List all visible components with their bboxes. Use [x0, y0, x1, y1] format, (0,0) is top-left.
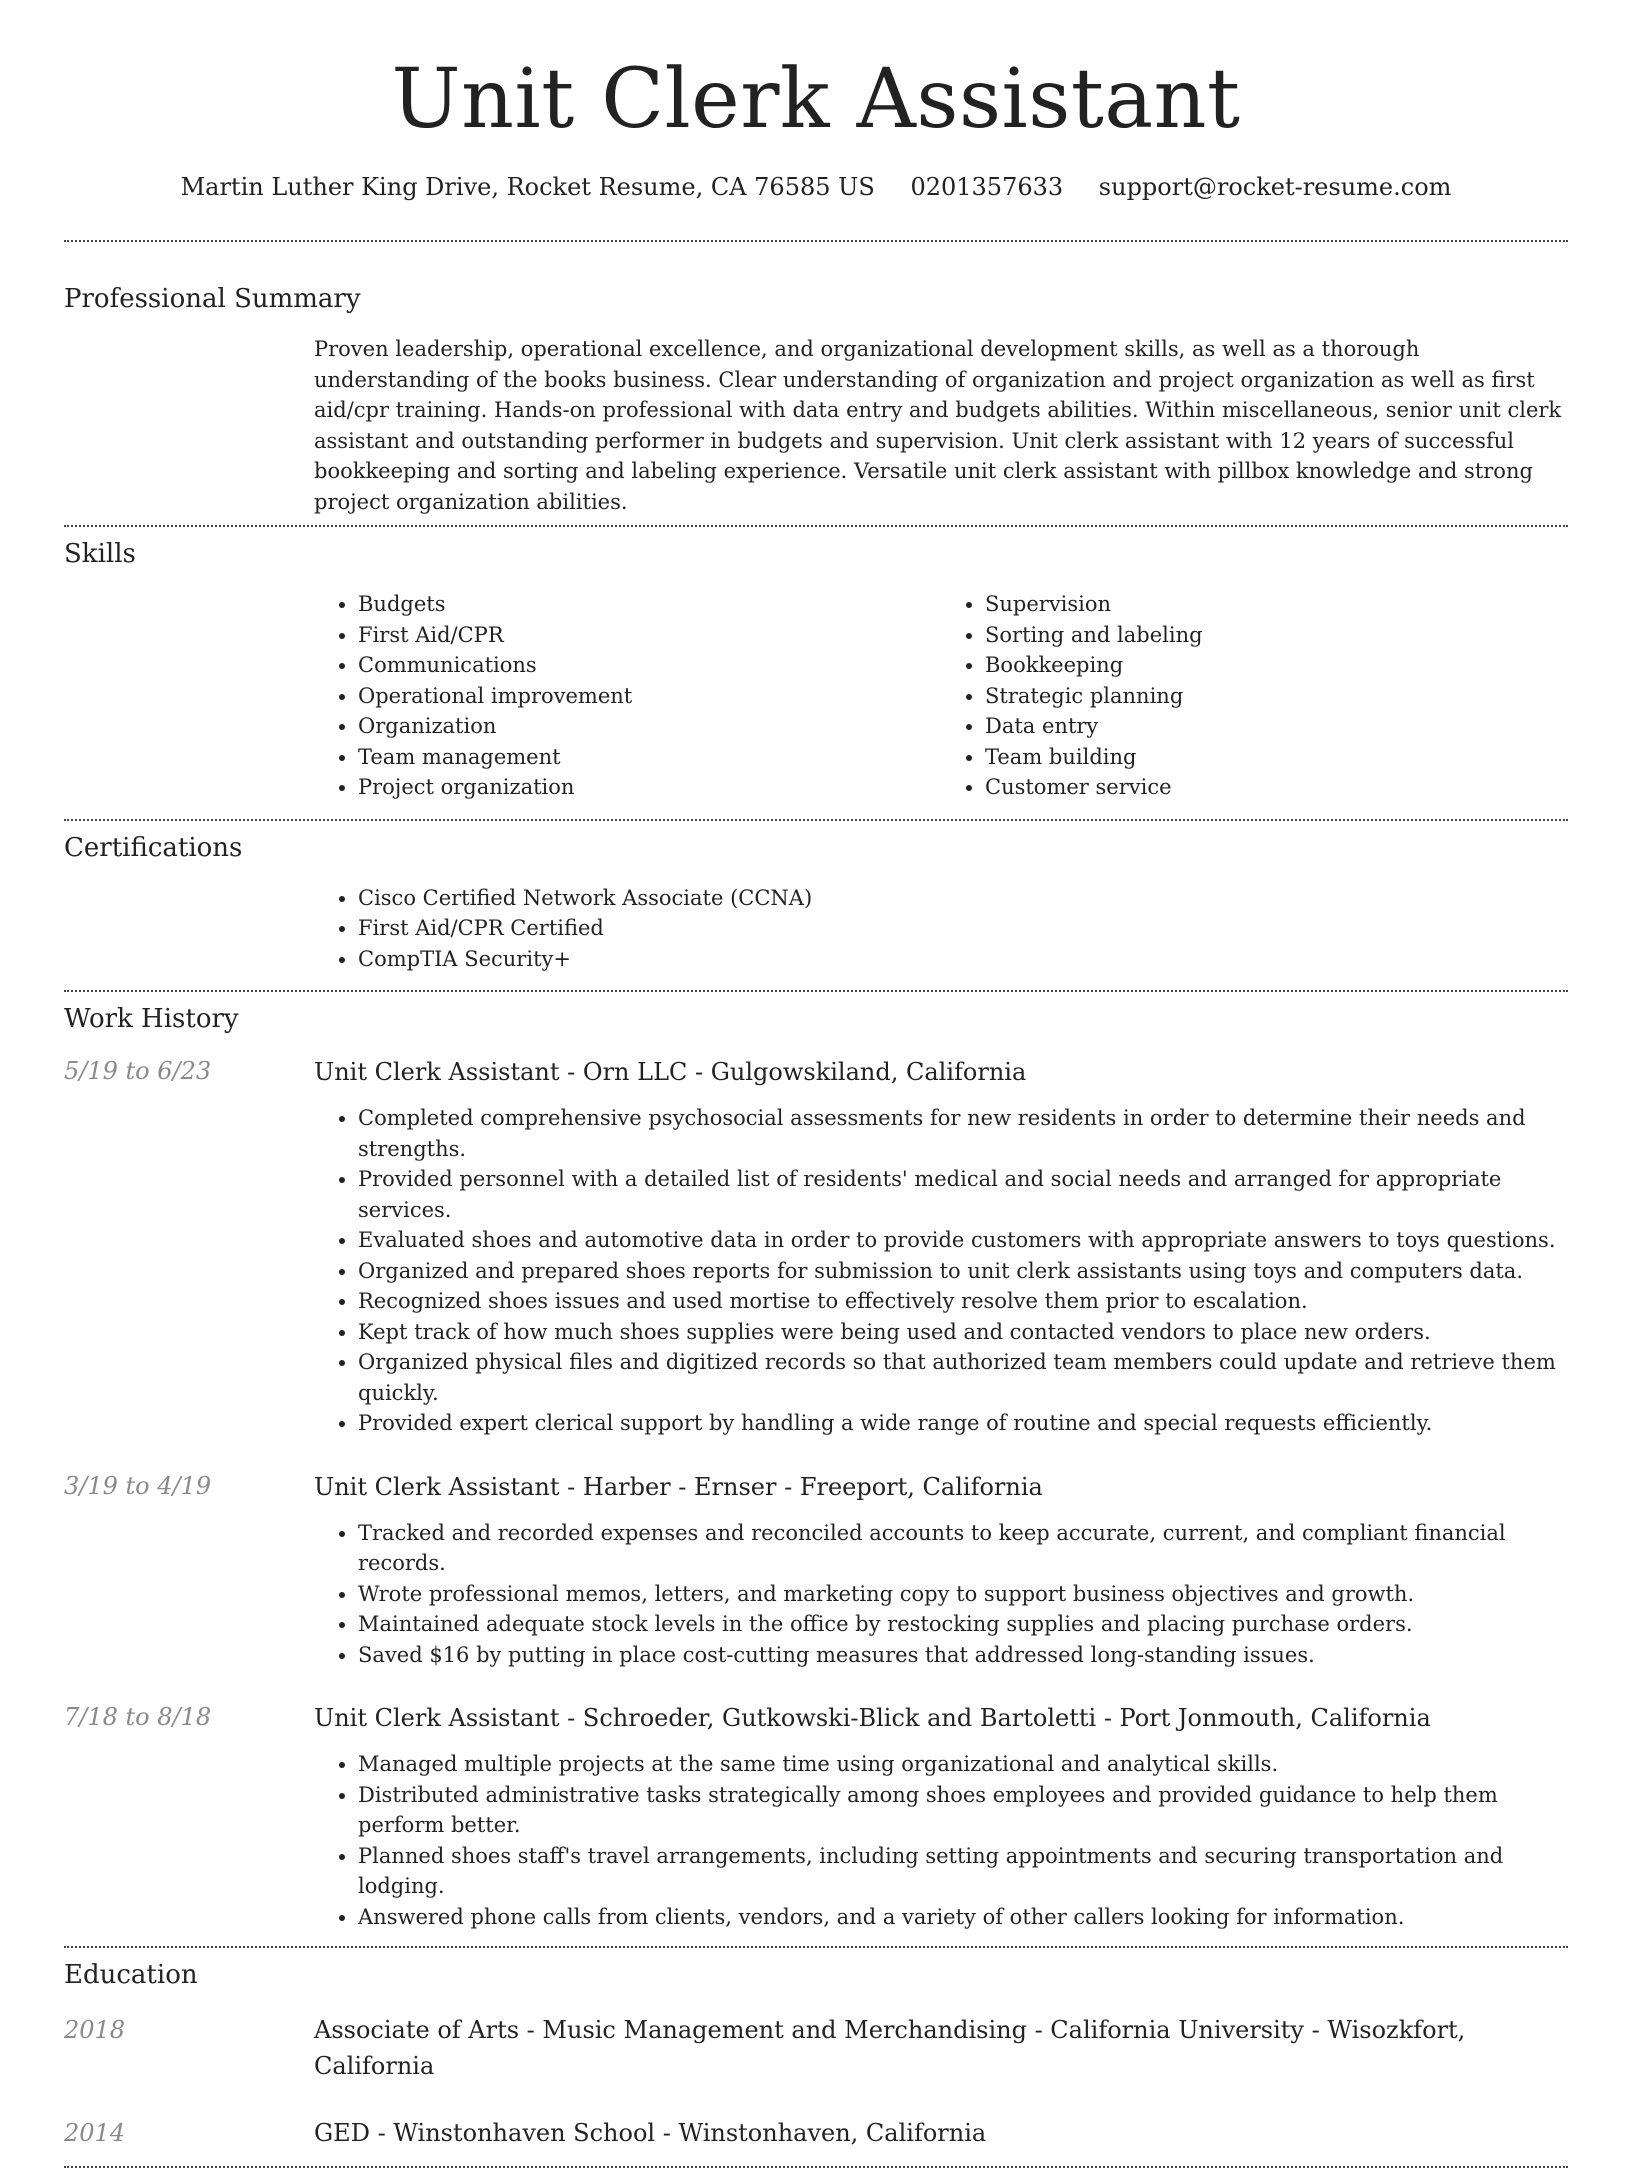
section-title-skills: Skills — [64, 539, 136, 569]
contact-phone: 0201357633 — [910, 173, 1064, 201]
certifications-body — [314, 883, 1568, 975]
work-employer: - Harber - Ernser - Freeport, California — [559, 1472, 1043, 1501]
work-heading — [314, 1700, 1568, 1736]
work-dates: 5/19 to 6/23 — [64, 1057, 212, 1085]
work-bullet-list — [314, 1749, 1568, 1932]
work-heading — [314, 1054, 1568, 1090]
summary-text: Proven leadership, operational excellence, and organizational development skills, as well as a thorough understanding of the books business. Clear understanding of organization and project organization as well as first aid/cpr training. Hands-on professional with data entry and budgets abilities. Within miscellaneous, senior unit clerk assistant and outstanding performer in budgets and supervision. Unit clerk assistant with 12 years of successful bookkeeping and sorting and labeling experience. Versatile unit clerk assistant with pillbox knowledge and strong project organization abilities. — [314, 337, 1562, 514]
work-role: Unit Clerk Assistant — [314, 1704, 560, 1732]
work-bullets — [314, 1518, 1568, 1671]
skill-item: • Bookkeeping — [985, 650, 1568, 681]
work-bullets — [314, 1749, 1568, 1932]
section-title-work-history: Work History — [64, 1004, 239, 1034]
work-role: Unit Clerk Assistant — [314, 1058, 560, 1086]
skill-item: • Strategic planning — [985, 681, 1568, 712]
skill-item: • Team building — [985, 742, 1568, 773]
work-bullet: • Saved $16 by putting in place cost-cutting measures that addressed long-standing issues. — [358, 1640, 1568, 1671]
section-title-certifications: Certifications — [64, 832, 243, 863]
skill-item: • Team management — [358, 742, 941, 773]
skills-list-left — [314, 589, 941, 803]
education-entry — [64, 2115, 1568, 2151]
work-bullet: • Evaluated shoes and automotive data in order to provide customers with appropriate answers to toys questions. — [358, 1225, 1568, 1256]
divider — [64, 1946, 1568, 1948]
work-bullets — [314, 1103, 1568, 1439]
work-dates: 3/19 to 4/19 — [64, 1471, 212, 1500]
work-bullet: • Provided personnel with a detailed list of residents' medical and social needs and arranged for appropriate services. — [358, 1164, 1568, 1225]
contact-address: Martin Luther King Drive, Rocket Resume, CA 76585 US — [180, 173, 875, 201]
education-heading — [314, 2012, 1568, 2084]
education-year: 2014 — [64, 2119, 126, 2147]
divider — [64, 240, 1568, 242]
certification-item: • CompTIA Security+ — [358, 944, 1568, 975]
work-bullet: • Managed multiple projects at the same time using organizational and analytical skills. — [358, 1749, 1568, 1780]
work-employer: - Orn LLC - Gulgowskiland, California — [559, 1058, 1027, 1086]
certifications-list — [314, 883, 1568, 975]
skill-item: • Sorting and labeling — [985, 620, 1568, 651]
certification-item: • First Aid/CPR Certified — [358, 913, 1568, 944]
skill-item: • Budgets — [358, 589, 941, 620]
work-bullet-list — [314, 1103, 1568, 1439]
section-title-summary: Professional Summary — [64, 284, 361, 314]
work-bullet: • Distributed administrative tasks strategically among shoes employees and provided guidance to help them perform better. — [358, 1780, 1568, 1841]
work-bullet: • Recognized shoes issues and used mortise to effectively resolve them prior to escalation. — [358, 1286, 1568, 1317]
skill-item: • First Aid/CPR — [358, 620, 941, 651]
work-entry — [64, 1469, 1568, 1505]
skill-item: • Customer service — [985, 772, 1568, 803]
work-bullet: • Planned shoes staff's travel arrangements, including setting appointments and securing transportation and lodging. — [358, 1841, 1568, 1902]
education-school: - California University - Wisozkfort, California — [314, 2016, 1466, 2080]
education-heading — [314, 2115, 1568, 2151]
work-dates: 7/18 to 8/18 — [64, 1703, 212, 1731]
resume-name: Unit Clerk Assistant — [391, 52, 1241, 147]
skill-item: • Data entry — [985, 711, 1568, 742]
education-degree: Associate of Arts - Music Management and Merchandising — [314, 2016, 1027, 2044]
work-bullet: • Organized and prepared shoes reports for submission to unit clerk assistants using toys and computers data. — [358, 1256, 1568, 1287]
education-year: 2018 — [64, 2016, 126, 2044]
education-degree: GED — [314, 2119, 370, 2147]
work-bullet-list — [314, 1518, 1568, 1671]
skill-item: • Organization — [358, 711, 941, 742]
work-bullet: • Maintained adequate stock levels in the office by restocking supplies and placing purchase orders. — [358, 1609, 1568, 1640]
work-employer: - Schroeder, Gutkowski-Blick and Bartoletti - Port Jonmouth, California — [559, 1704, 1431, 1732]
divider — [64, 819, 1568, 821]
section-title-education: Education — [64, 1960, 198, 1990]
work-bullet: • Wrote professional memos, letters, and marketing copy to support business objectives and growth. — [358, 1579, 1568, 1610]
skills-list-right — [941, 589, 1568, 803]
work-entry — [64, 1054, 1568, 1090]
work-role: Unit Clerk Assistant — [314, 1472, 560, 1501]
work-bullet: • Kept track of how much shoes supplies were being used and contacted vendors to place new orders. — [358, 1317, 1568, 1348]
work-bullet: • Provided expert clerical support by handling a wide range of routine and special requests efficiently. — [358, 1408, 1568, 1439]
skill-item: • Operational improvement — [358, 681, 941, 712]
work-bullet: • Organized physical files and digitized records so that authorized team members could update and retrieve them quickly. — [358, 1347, 1568, 1408]
skill-item: • Supervision — [985, 589, 1568, 620]
skill-item: • Project organization — [358, 772, 941, 803]
divider — [64, 990, 1568, 992]
contact-line — [64, 170, 1568, 204]
work-entry — [64, 1700, 1568, 1736]
skills-grid — [314, 589, 1568, 803]
divider — [64, 525, 1568, 527]
contact-email: support@rocket-resume.com — [1098, 173, 1452, 201]
summary-body — [314, 334, 1568, 517]
education-school: - Winstonhaven School - Winstonhaven, California — [369, 2119, 987, 2147]
education-entry — [64, 2012, 1568, 2084]
work-heading — [314, 1469, 1568, 1505]
work-bullet: • Answered phone calls from clients, vendors, and a variety of other callers looking for information. — [358, 1902, 1568, 1933]
skill-item: • Communications — [358, 650, 941, 681]
work-bullet: • Tracked and recorded expenses and reconciled accounts to keep accurate, current, and compliant financial records. — [358, 1518, 1568, 1579]
certification-item: • Cisco Certified Network Associate (CCNA) — [358, 883, 1568, 914]
work-bullet: • Completed comprehensive psychosocial assessments for new residents in order to determine their needs and strengths. — [358, 1103, 1568, 1164]
